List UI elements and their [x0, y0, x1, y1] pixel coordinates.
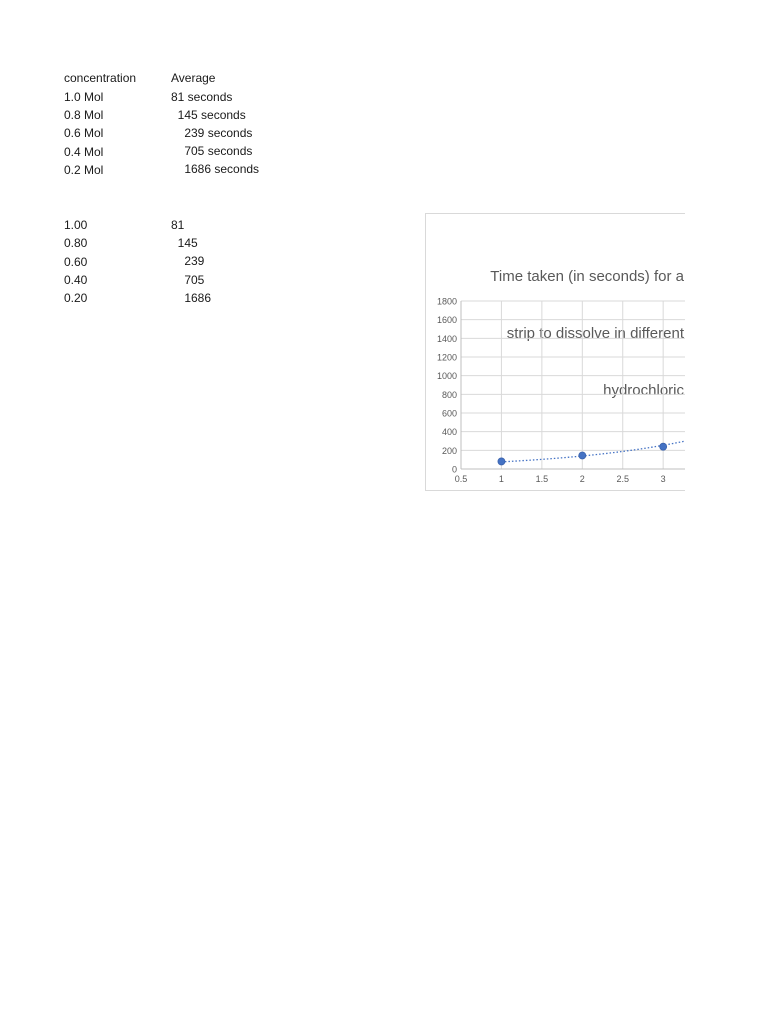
table-row-average: 239 [171, 254, 205, 268]
table-row-concentration: 0.8 Mol [64, 108, 104, 122]
header-average: Average [171, 71, 216, 85]
table-row-average: 81 seconds [171, 90, 233, 104]
chart-plot [426, 214, 685, 490]
table-row-concentration: 0.60 [64, 255, 88, 269]
y-tick-label: 1600 [436, 315, 457, 326]
table-row-concentration: 0.80 [64, 236, 88, 250]
table-row-concentration: 0.40 [64, 273, 88, 287]
x-tick-label: 1.5 [535, 474, 549, 484]
chart-title-line: Time taken (in seconds) for a [490, 268, 684, 285]
chart-container[interactable] [425, 213, 685, 491]
table-row-average: 239 seconds [171, 126, 253, 140]
x-tick-label: 2.5 [616, 474, 629, 484]
table-row-concentration: 0.20 [64, 291, 88, 305]
table-row-average: 1686 [171, 291, 212, 305]
header-concentration: concentration [64, 71, 137, 85]
x-tick-label: 0.5 [454, 474, 468, 484]
table-row-average: 1686 seconds [171, 162, 260, 176]
y-tick-label: 600 [441, 408, 457, 419]
table-row-concentration: 1.0 Mol [64, 90, 104, 104]
table-row-average: 81 [171, 218, 185, 232]
data-point [498, 458, 505, 465]
y-tick-label: 1400 [436, 333, 457, 344]
table-row-concentration: 0.4 Mol [64, 145, 104, 159]
y-tick-label: 400 [441, 427, 457, 438]
table-row-concentration: 1.00 [64, 218, 88, 232]
y-tick-label: 1200 [436, 352, 457, 363]
table-row-average: 705 seconds [171, 144, 253, 158]
y-tick-label: 200 [441, 445, 457, 456]
y-tick-label: 1000 [436, 371, 457, 382]
y-tick-label: 0 [451, 464, 457, 475]
table-row-concentration: 0.2 Mol [64, 163, 104, 177]
x-tick-label: 3 [660, 474, 666, 484]
x-tick-label: 2 [579, 474, 585, 484]
table-row-average: 145 [171, 236, 198, 250]
trendline [501, 441, 684, 462]
y-tick-label: 800 [441, 389, 457, 400]
data-point [579, 452, 586, 459]
table-row-average: 705 [171, 273, 205, 287]
table-row-average: 145 seconds [171, 108, 246, 122]
chart-title-line: strip to dissolve in different [506, 325, 684, 342]
data-point [660, 443, 667, 450]
table-row-concentration: 0.6 Mol [64, 126, 104, 140]
chart-title-line: hydrochloric [603, 382, 684, 399]
y-tick-label: 1800 [436, 296, 457, 307]
x-tick-label: 1 [498, 474, 504, 484]
